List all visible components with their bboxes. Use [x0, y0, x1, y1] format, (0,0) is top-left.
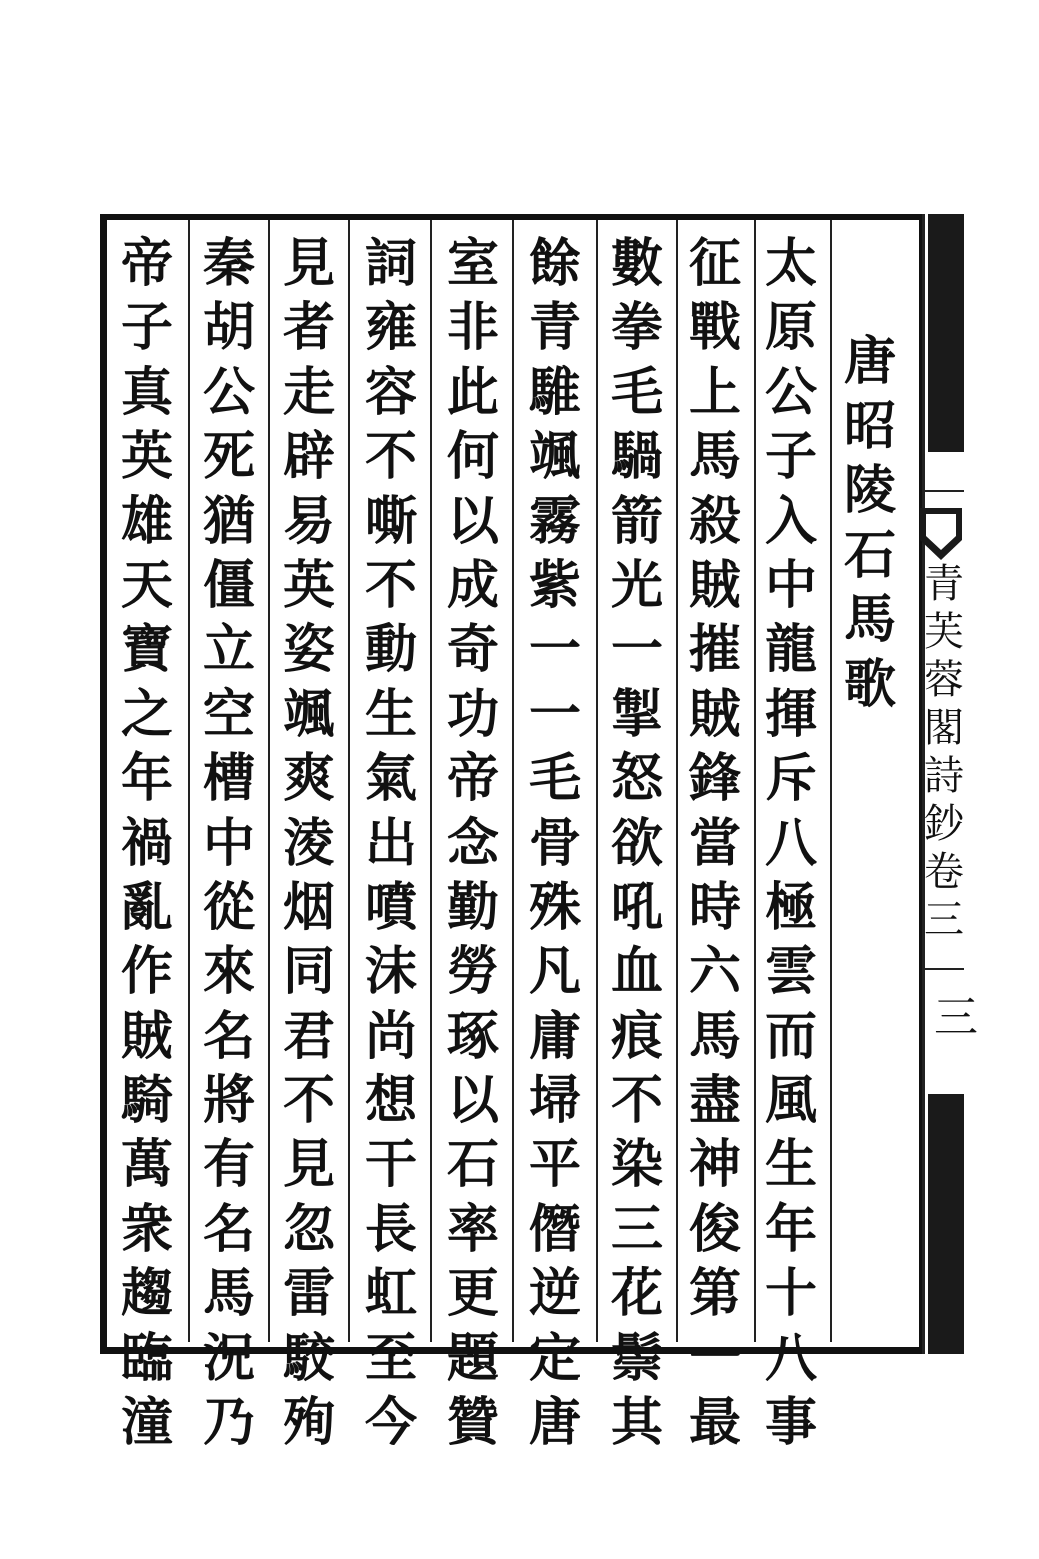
character: 殉	[282, 1392, 335, 1454]
character: 奇	[446, 619, 499, 681]
character: 八	[764, 1327, 817, 1389]
character: 俊	[688, 1198, 741, 1260]
character: 立	[202, 619, 255, 681]
character: 尚	[364, 1005, 417, 1067]
lower-black-mouth	[928, 1094, 964, 1354]
character: 易	[282, 490, 335, 552]
character: 更	[446, 1263, 499, 1325]
character: 噴	[364, 876, 417, 938]
character: 毛	[610, 361, 663, 423]
character: 干	[364, 1134, 417, 1196]
column-divider	[830, 220, 832, 1342]
character: 事	[764, 1392, 817, 1454]
character: 血	[610, 941, 663, 1003]
character: 者	[282, 297, 335, 359]
character: 見	[282, 233, 335, 294]
character: 何	[446, 426, 499, 488]
character: 雍	[364, 297, 417, 359]
character: 神	[688, 1134, 741, 1196]
character: 而	[764, 1005, 817, 1067]
character: 雷	[282, 1263, 335, 1325]
character: 青	[528, 297, 581, 359]
character: 之	[120, 683, 173, 745]
column-divider	[596, 220, 598, 1342]
character: 殺	[688, 490, 741, 552]
character: 爽	[282, 748, 335, 810]
character: 八	[764, 812, 817, 874]
character: 颯	[282, 683, 335, 745]
character: 光	[610, 554, 663, 616]
character: 天	[120, 554, 173, 616]
character: 秦	[202, 233, 255, 294]
character: 定	[528, 1327, 581, 1389]
poem-title	[838, 330, 902, 717]
character: 將	[202, 1070, 255, 1132]
character: 僭	[528, 1198, 581, 1260]
character: 出	[364, 812, 417, 874]
character: 蓉	[924, 657, 964, 703]
character: 動	[364, 619, 417, 681]
character: 死	[202, 426, 255, 488]
character: 龍	[764, 619, 817, 681]
text-column-3	[606, 232, 668, 1455]
character: 最	[688, 1392, 741, 1454]
character: 空	[202, 683, 255, 745]
character: 帝	[446, 748, 499, 810]
character: 題	[446, 1327, 499, 1389]
character: 其	[610, 1392, 663, 1454]
character: 鈔	[924, 801, 964, 847]
upper-black-mouth	[928, 214, 964, 452]
character: 餘	[528, 233, 581, 294]
character: 第	[688, 1263, 741, 1325]
character: 沫	[364, 941, 417, 1003]
character: 昭	[843, 395, 896, 457]
character: 殊	[528, 876, 581, 938]
margin-book-title	[924, 560, 964, 944]
character: 萬	[120, 1134, 173, 1196]
character: 乃	[202, 1392, 255, 1454]
column-divider	[512, 220, 514, 1342]
character: 帝	[120, 233, 173, 294]
text-column-2	[684, 232, 746, 1455]
character: 趨	[120, 1263, 173, 1325]
character: 唐	[528, 1392, 581, 1454]
margin-rule	[922, 490, 964, 492]
character: 亂	[120, 876, 173, 938]
character: 颯	[528, 426, 581, 488]
character: 毛	[528, 748, 581, 810]
character: 騧	[610, 426, 663, 488]
text-column-5	[442, 232, 504, 1455]
character: 中	[764, 554, 817, 616]
character: 十	[764, 1263, 817, 1325]
character: 從	[202, 876, 255, 938]
character: 槽	[202, 748, 255, 810]
character: 猶	[202, 490, 255, 552]
character: 怒	[610, 748, 663, 810]
character: 駮	[282, 1327, 335, 1389]
character: 卷	[924, 849, 964, 895]
character: 歌	[843, 653, 896, 715]
character: 石	[446, 1134, 499, 1196]
character: 虹	[364, 1263, 417, 1325]
character: 臨	[120, 1327, 173, 1389]
character: 箭	[610, 490, 663, 552]
character: 僵	[202, 554, 255, 616]
character: 閣	[924, 705, 964, 751]
text-column-8	[198, 232, 260, 1455]
character: 馬	[843, 589, 896, 650]
character: 一	[528, 619, 581, 681]
character: 唐	[843, 331, 896, 392]
character: 馬	[688, 426, 741, 488]
character: 姿	[282, 619, 335, 681]
character: 生	[764, 1134, 817, 1196]
character: 英	[282, 554, 335, 616]
character: 作	[120, 941, 173, 1003]
character: 賊	[120, 1005, 173, 1067]
character: 掣	[610, 683, 663, 745]
column-divider	[754, 220, 756, 1342]
character: 當	[688, 812, 741, 874]
character: 極	[764, 876, 817, 938]
character: 長	[364, 1198, 417, 1260]
text-column-1	[760, 232, 822, 1455]
character: 上	[688, 361, 741, 423]
character: 勤	[446, 876, 499, 938]
character: 時	[688, 876, 741, 938]
character: 凡	[528, 941, 581, 1003]
character: 率	[446, 1198, 499, 1260]
character: 來	[202, 941, 255, 1003]
character: 不	[364, 426, 417, 488]
character: 雄	[120, 490, 173, 552]
character: 成	[446, 554, 499, 616]
character: 以	[446, 490, 499, 552]
character: 辟	[282, 426, 335, 488]
character: 至	[364, 1327, 417, 1389]
character: 盡	[688, 1070, 741, 1132]
character: 霧	[528, 490, 581, 552]
text-column-4	[524, 232, 586, 1455]
character: 欲	[610, 812, 663, 874]
character: 戰	[688, 297, 741, 359]
text-column-7	[278, 232, 340, 1455]
character: 三	[610, 1198, 663, 1260]
character: 逆	[528, 1263, 581, 1325]
character: 禍	[120, 812, 173, 874]
character: 平	[528, 1134, 581, 1196]
character: 不	[364, 554, 417, 616]
character: 三	[924, 897, 964, 943]
character: 花	[610, 1263, 663, 1325]
character: 潼	[120, 1392, 173, 1454]
character: 吼	[610, 876, 663, 938]
column-divider	[268, 220, 270, 1342]
character: 寶	[120, 619, 173, 681]
character: 生	[364, 683, 417, 745]
character: 公	[764, 361, 817, 423]
character: 馬	[202, 1263, 255, 1325]
character: 子	[120, 297, 173, 359]
character: 入	[764, 490, 817, 552]
character: 雲	[764, 941, 817, 1003]
character: 詞	[364, 233, 417, 294]
character: 念	[446, 812, 499, 874]
character: 征	[688, 233, 741, 294]
character: 同	[282, 941, 335, 1003]
character: 太	[764, 233, 817, 294]
character: 室	[446, 233, 499, 294]
character: 想	[364, 1070, 417, 1132]
character: 骨	[528, 812, 581, 874]
character: 庸	[528, 1005, 581, 1067]
character: 贊	[446, 1392, 499, 1454]
character: 一	[688, 1327, 741, 1389]
character: 勞	[446, 941, 499, 1003]
character: 騅	[528, 361, 581, 423]
character: 六	[688, 941, 741, 1003]
character: 一	[610, 619, 663, 681]
character: 今	[364, 1392, 417, 1454]
character: 嘶	[364, 490, 417, 552]
character: 摧	[688, 619, 741, 681]
character: 石	[843, 524, 896, 586]
character: 數	[610, 233, 663, 294]
character: 年	[764, 1198, 817, 1260]
character: 鬃	[610, 1327, 663, 1389]
character: 況	[202, 1327, 255, 1389]
character: 胡	[202, 297, 255, 359]
character: 公	[202, 361, 255, 423]
character: 淩	[282, 812, 335, 874]
character: 功	[446, 683, 499, 745]
column-divider	[430, 220, 432, 1342]
character: 騎	[120, 1070, 173, 1132]
character: 真	[120, 361, 173, 423]
character: 賊	[688, 683, 741, 745]
margin-rule	[922, 968, 964, 970]
character: 烟	[282, 876, 335, 938]
character: 斥	[764, 748, 817, 810]
character: 詩	[924, 753, 964, 799]
text-column-9	[116, 232, 178, 1455]
character: 名	[202, 1198, 255, 1260]
character: 一	[528, 683, 581, 745]
character: 有	[202, 1134, 255, 1196]
character: 染	[610, 1134, 663, 1196]
character: 年	[120, 748, 173, 810]
character: 鋒	[688, 748, 741, 810]
character: 原	[764, 297, 817, 359]
column-divider	[188, 220, 190, 1342]
character: 埽	[528, 1070, 581, 1132]
character: 不	[282, 1070, 335, 1132]
character: 君	[282, 1005, 335, 1067]
character: 痕	[610, 1005, 663, 1067]
character: 以	[446, 1070, 499, 1132]
character: 容	[364, 361, 417, 423]
character: 紫	[528, 554, 581, 616]
text-column-6	[360, 232, 422, 1455]
character: 琢	[446, 1005, 499, 1067]
column-divider	[348, 220, 350, 1342]
character: 陵	[843, 460, 896, 521]
character: 走	[282, 361, 335, 423]
character: 馬	[688, 1005, 741, 1067]
character: 英	[120, 426, 173, 488]
character: 氣	[364, 748, 417, 810]
character: 名	[202, 1005, 255, 1067]
character: 賊	[688, 554, 741, 616]
character: 中	[202, 812, 255, 874]
page-number: 三	[934, 992, 978, 1043]
character: 子	[764, 426, 817, 488]
column-divider	[676, 220, 678, 1342]
character: 揮	[764, 683, 817, 745]
character: 此	[446, 361, 499, 423]
character: 拳	[610, 297, 663, 359]
character: 衆	[120, 1198, 173, 1260]
fishtail-mark	[918, 506, 964, 562]
character: 見	[282, 1134, 335, 1196]
character: 不	[610, 1070, 663, 1132]
character: 非	[446, 297, 499, 359]
character: 忽	[282, 1198, 335, 1260]
character: 芙	[924, 609, 964, 655]
character: 青	[924, 561, 964, 607]
character: 風	[764, 1070, 817, 1132]
